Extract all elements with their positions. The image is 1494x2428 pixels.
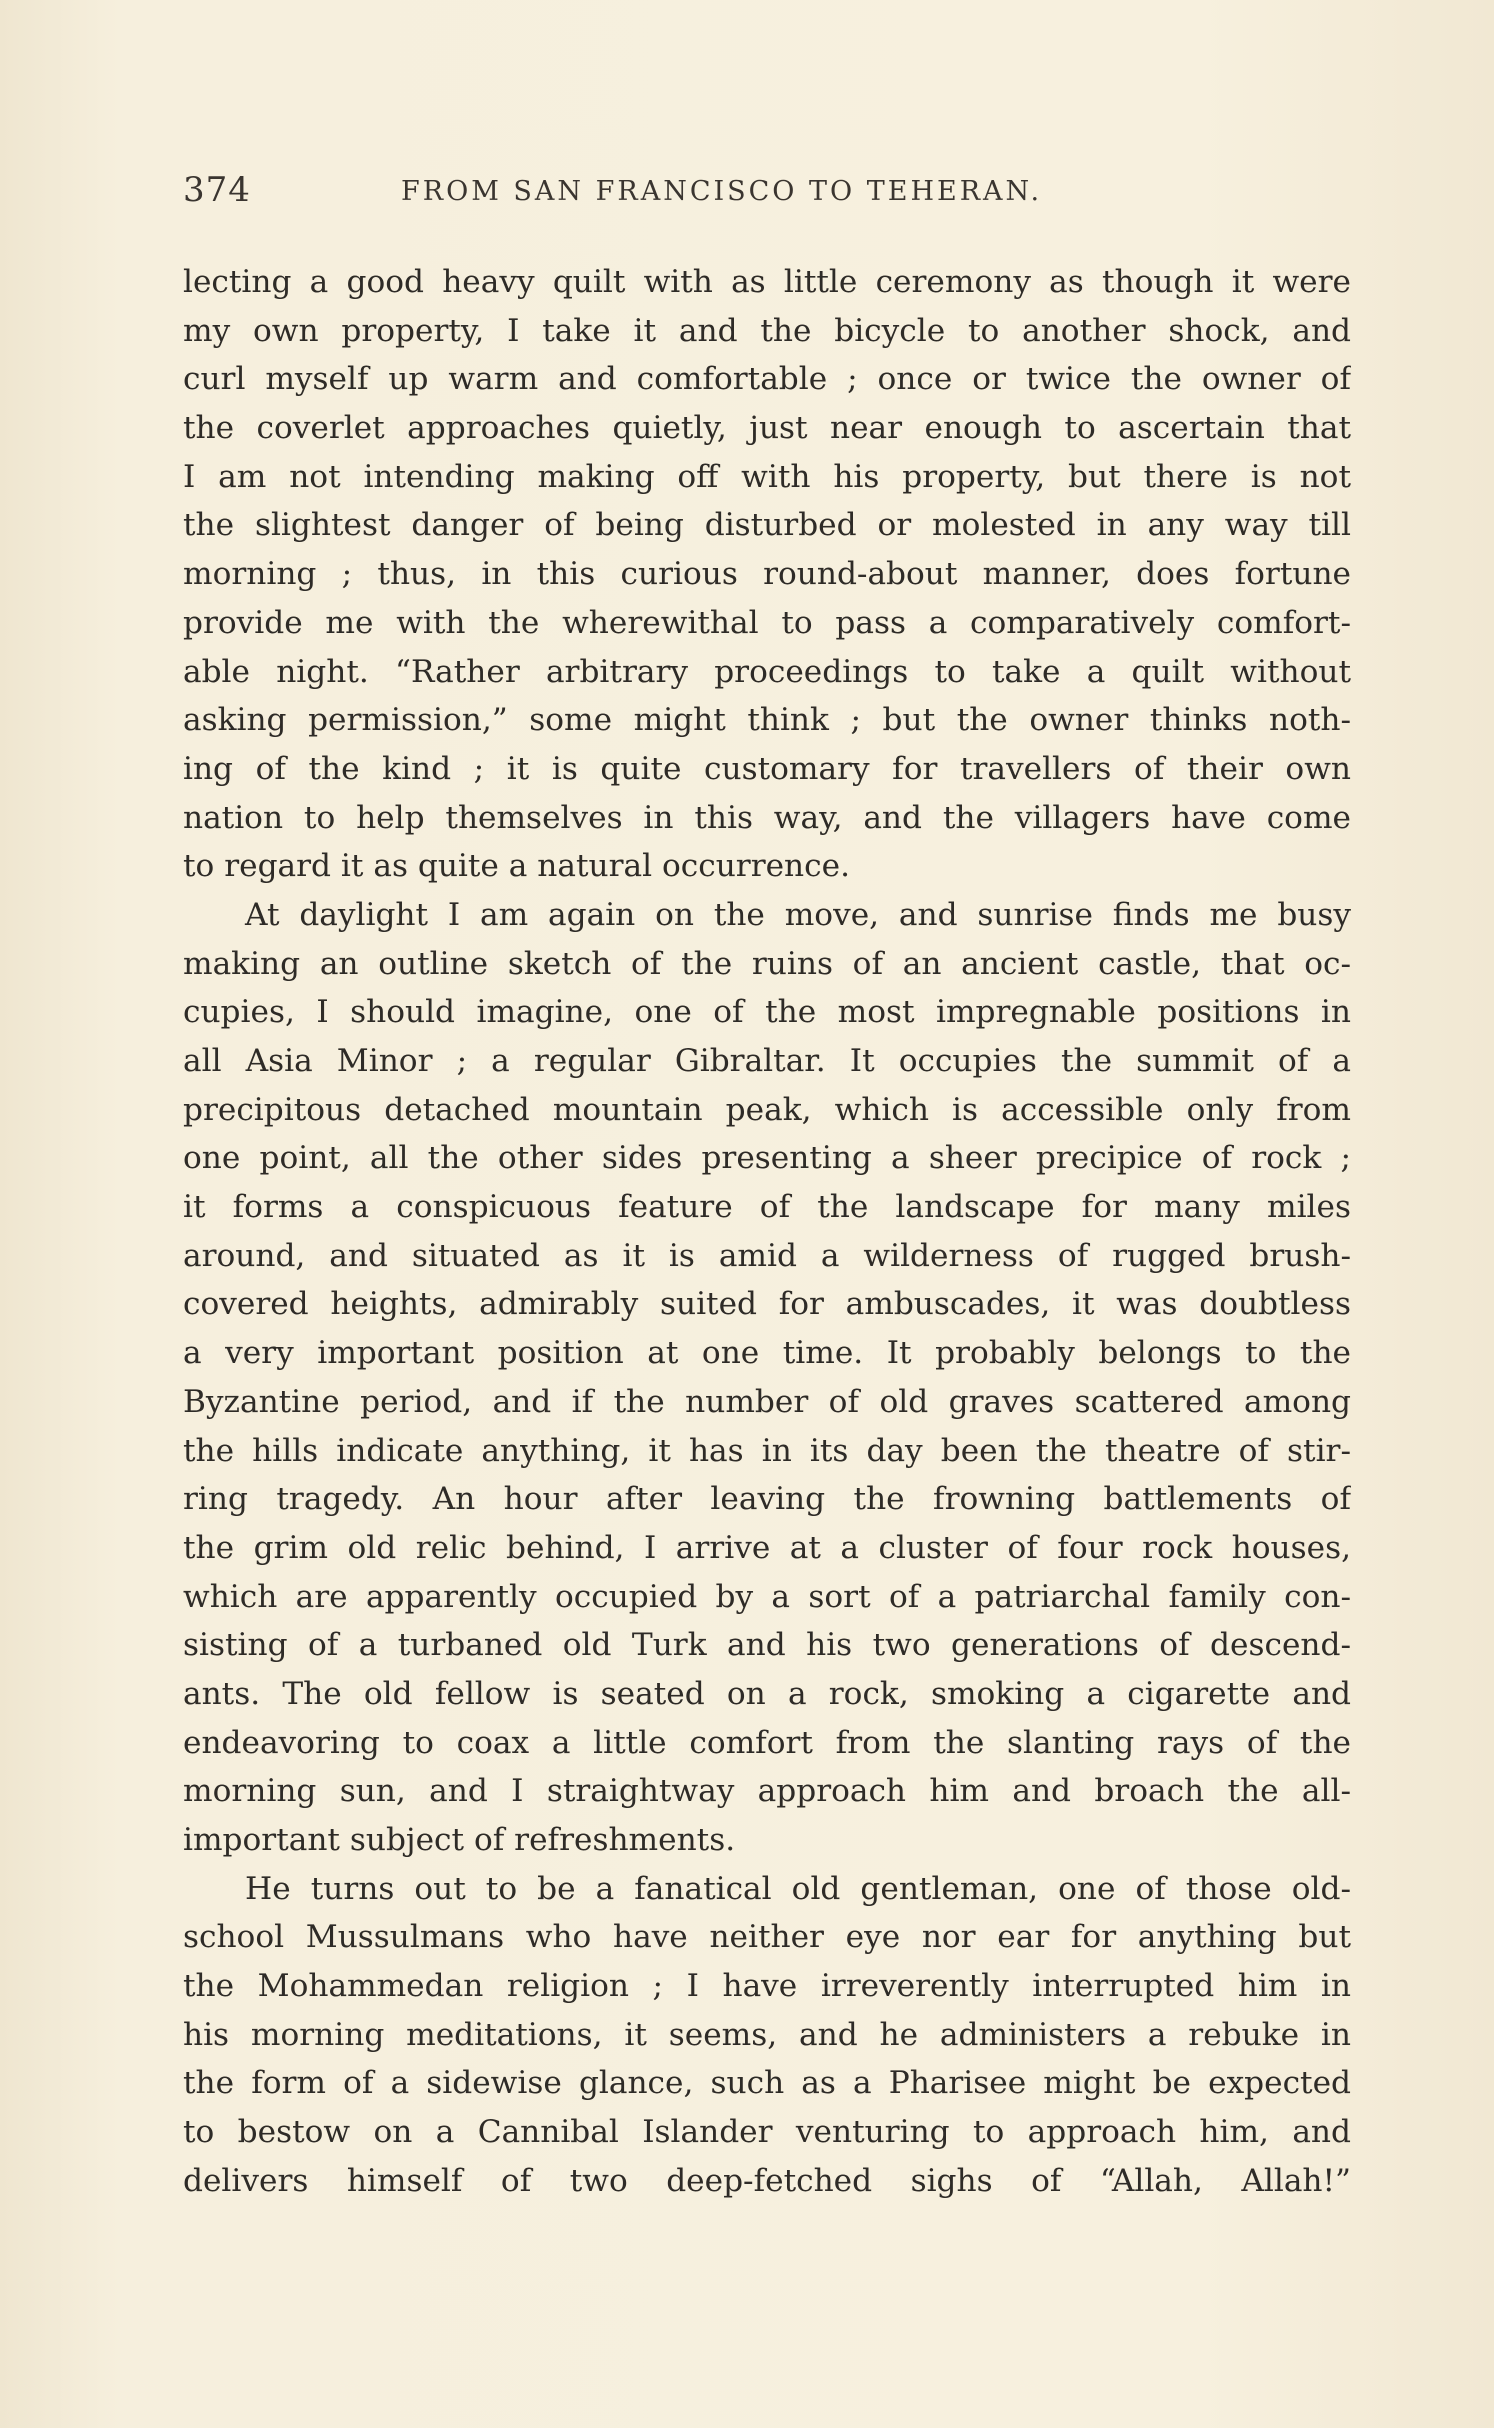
text-line: which are apparently occupied by a sort of a patriarchal family con- <box>183 1578 1351 1615</box>
text-line: to bestow on a Cannibal Islander venturing to approach him, and <box>183 2114 1351 2151</box>
page-header <box>183 170 1351 220</box>
text-line: lecting a good heavy quilt with as little ceremony as though it were <box>183 264 1351 300</box>
text-line: a very important position at one time. It probably belongs to the <box>183 1335 1351 1372</box>
text-line: around, and situated as it is amid a wilderness of rugged brush- <box>183 1237 1351 1274</box>
text-line: important subject of refreshments. <box>183 1822 736 1858</box>
text-line: the slightest danger of being disturbed or molested in any way till <box>183 507 1351 544</box>
text-line: covered heights, admirably suited for ambuscades, it was doubtless <box>183 1286 1351 1323</box>
text-line: able night. “Rather arbitrary proceedings to take a quilt without <box>183 653 1351 690</box>
text-line: endeavoring to coax a little comfort from the slanting rays of the <box>183 1724 1351 1761</box>
text-line: one point, all the other sides presenting a sheer precipice of rock ; <box>183 1140 1351 1177</box>
text-line: At daylight I am again on the move, and sunrise finds me busy <box>245 896 1351 933</box>
text-line: to regard it as quite a natural occurrence. <box>183 848 850 885</box>
text-line: provide me with the wherewithal to pass a comparatively comfort- <box>183 604 1351 641</box>
text-line: all Asia Minor ; a regular Gibraltar. It occupies the summit of a <box>183 1043 1351 1079</box>
text-line: my own property, I take it and the bicycle to another shock, and <box>183 312 1351 349</box>
text-line: making an outline sketch of the ruins of an ancient castle, that oc- <box>183 945 1351 982</box>
text-line: the Mohammedan religion ; I have irreverently interrupted him in <box>183 1968 1351 2005</box>
text-line: school Mussulmans who have neither eye nor ear for anything but <box>183 1919 1351 1956</box>
paragraph-1 <box>183 258 1351 891</box>
text-line: the form of a sidewise glance, such as a Pharisee might be expected <box>183 2065 1351 2102</box>
text-line: ring tragedy. An hour after leaving the frowning battlements of <box>183 1481 1351 1518</box>
running-title: FROM SAN FRANCISCO TO TEHERAN. <box>401 176 1043 207</box>
text-line: asking permission,” some might think ; but the owner thinks noth- <box>183 702 1351 739</box>
text-line: the grim old relic behind, I arrive at a cluster of four rock houses, <box>183 1529 1351 1566</box>
text-line: the coverlet approaches quietly, just near enough to ascertain that <box>183 410 1351 447</box>
text-line: cupies, I should imagine, one of the most impregnable positions in <box>183 994 1351 1031</box>
text-line: ing of the kind ; it is quite customary for travellers of their own <box>183 750 1351 787</box>
text-line: curl myself up warm and comfortable ; once or twice the owner of <box>183 361 1351 398</box>
text-line: morning sun, and I straightway approach him and broach the all- <box>183 1773 1351 1810</box>
page-number: 374 <box>183 170 251 210</box>
text-line: it forms a conspicuous feature of the landscape for many miles <box>183 1189 1351 1226</box>
text-line: ants. The old fellow is seated on a rock, smoking a cigarette and <box>183 1675 1351 1712</box>
paragraph-3 <box>183 1865 1351 2206</box>
text-line: delivers himself of two deep-fetched sighs of “Allah, Allah!” <box>183 2162 1351 2199</box>
text-line: sisting of a turbaned old Turk and his two generations of descend- <box>183 1627 1351 1664</box>
body-text <box>183 258 1351 2206</box>
text-line: nation to help themselves in this way, and the villagers have come <box>183 799 1351 836</box>
text-line: Byzantine period, and if the number of old graves scattered among <box>183 1383 1351 1420</box>
paragraph-2 <box>183 891 1351 1865</box>
text-line: I am not intending making off with his property, but there is not <box>183 458 1351 495</box>
text-line: precipitous detached mountain peak, which is accessible only from <box>183 1091 1351 1128</box>
text-line: morning ; thus, in this curious round-about manner, does fortune <box>183 556 1351 593</box>
text-line: He turns out to be a fanatical old gentleman, one of those old- <box>245 1870 1351 1907</box>
text-line: the hills indicate anything, it has in its day been the theatre of stir- <box>183 1432 1351 1469</box>
text-line: his morning meditations, it seems, and he administers a rebuke in <box>183 2016 1351 2053</box>
